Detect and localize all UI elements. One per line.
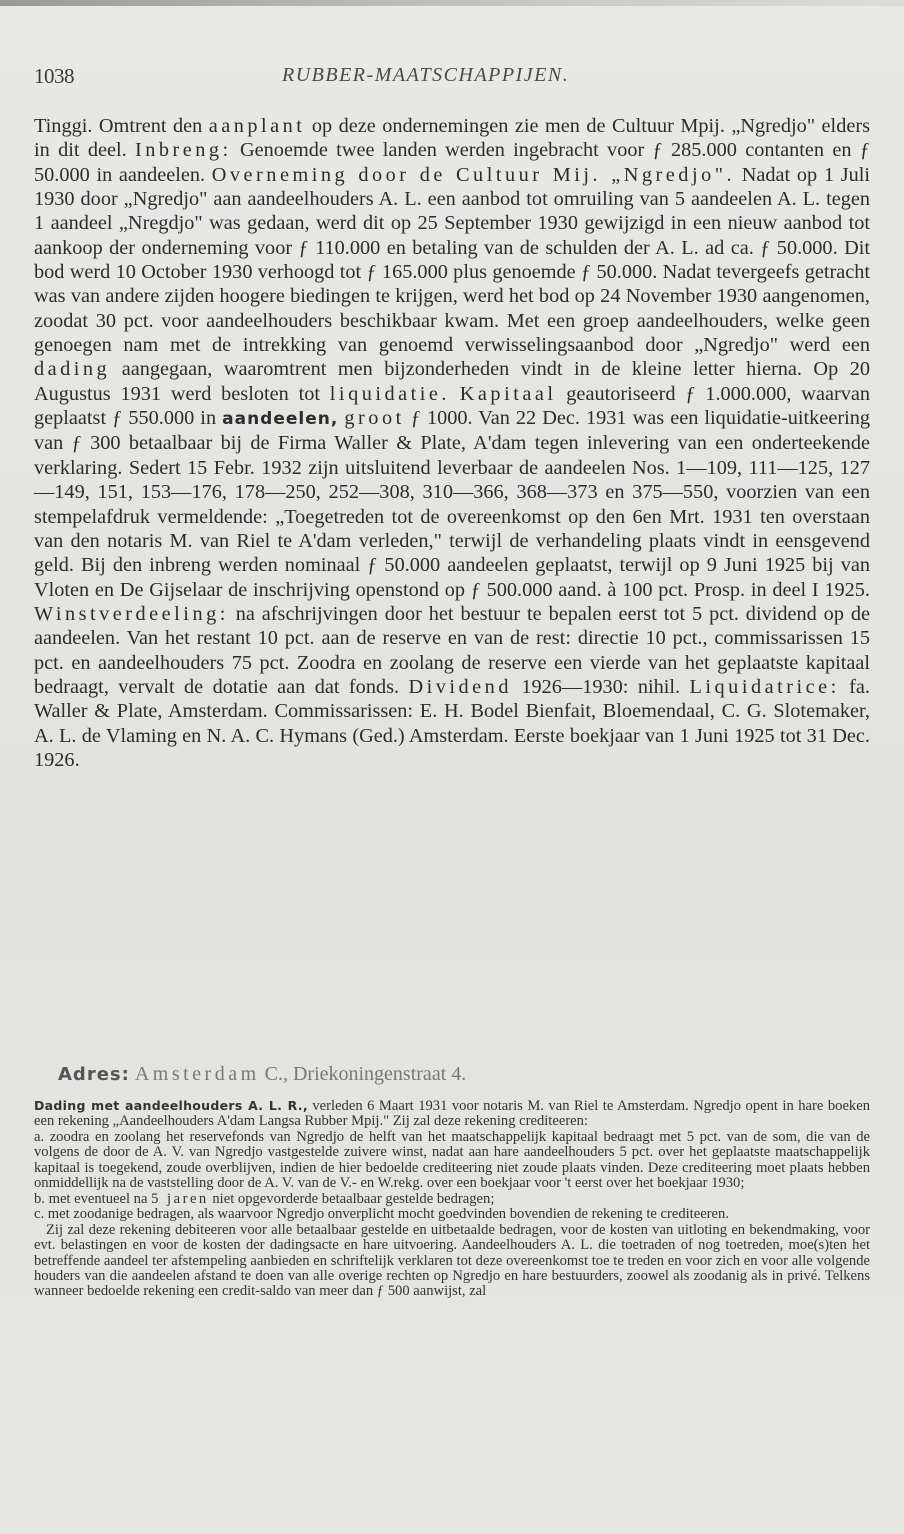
text-run: op deze ondernemingen zie men de Cultuur Mpij. „Ngredjo" elders in dit deel.: [34, 115, 870, 162]
text-run: geautoriseerd ƒ 1.000.000, waarvan geplaatst ƒ 550.000 in: [34, 382, 870, 430]
text-run: Zij zal deze rekening debiteeren voor alle betaalbaar gestelde en uitbetaalde bedragen, voor de kosten van uitloting en bekendmaking, voor evt. belastingen en voor de kosten der dadingsacte en hare uitvoering. Aandeelhouders A. L. die toetraden of nog toetreden, moe(s)ten het betreffende aandeel ter afstempeling aanbieden en schriftelijk verklaren tot deze overeenkomst toe te treden en voor zich en voor alle volgende houders van die aandeelen afstand te doen van alle overige rechten op Ngredjo en hare bestuurders, zoowel als zoodanig als in privé. Telkens wanneer bedoelde rekening een credit-saldo van meer dan ƒ 500 aanwijst, zal: [34, 1221, 870, 1300]
spaced-term-dading: dading: [34, 358, 111, 381]
spaced-term-winstverdeeling: Winstverdeeling:: [34, 602, 229, 625]
text-run: ƒ 1000. Van 22 Dec. 1931 was een liquidatie-uitkeering van ƒ 300 betaalbaar bij de Firma Waller & Plate, A'dam tegen inlevering van een onderteekende verklaring. Sedert 15 Febr. 1932 zijn uitsluitend leverbaar de aandeelen Nos. 1—109, 111—125, 127—149, 151, 153—176, 178—250, 252—308, 310—366, 368—373 en 375—550, voorzien van een stempelafdruk vermeldende: „Toegetreden tot de overeenkomst op den 6en Mrt. 1931 ten overstaan van den notaris M. van Riel te A'dam verleden," terwijl de verhandeling plaats vindt in eensgevend geld. Bij den inbreng werden nominaal ƒ 50.000 aandeelen geplaatst, terwijl op 9 Juni 1925 bij van Vloten en De Gijselaar de inschrijving openstond op ƒ 500.000 aand. à 100 pct. Prosp. in deel I 1925.: [34, 407, 870, 601]
main-text-block: [34, 114, 870, 772]
spaced-term-dividend: Dividend: [408, 675, 512, 698]
spaced-term-5-jaren: 5 jaren: [151, 1190, 209, 1207]
text-run: Nadat op 1 Juli 1930 door „Ngredjo" aan aandeelhouders A. L. een aanbod tot omruiling van 5 aandeelen A. L. tegen 1 aandeel „Nregdjo" was gedaan, werd dit op 25 September 1930 gewijzigd in een nieuw aanbod tot aankoop der onderneming voor ƒ 110.000 en betaling van de schulden der A. L. ad ca. ƒ 50.000. Dit bod werd 10 October 1930 verhoogd tot ƒ 165.000 plus genoemde ƒ 50.000. Nadat tevergeefs getracht was van andere zijden hoogere biedingen te krijgen, werd het bod op 24 November 1930 aangenomen, zoodat 30 pct. voor aandeelhouders beschikbaar kwam. Met een groep aandeelhouders, welke geen genoegen nam met de intrekking van genoemd verwisselingsaanbod door „Ngredjo" werd een: [34, 163, 870, 357]
text-run: na afschrijvingen door het bestuur te bepalen eerst tot 5 pct. dividend op de aandeelen. Van het restant 10 pct. aan de reserve en van de rest: directie 10 pct., commissarissen 15 pct. en aandeelhouders 75 pct. Zoodra en zoolang de reserve een vierde van het geplaatste kapitaal bedraagt, vervalt de dotatie aan dat fonds.: [34, 602, 870, 698]
text-run: [450, 383, 460, 405]
text-run: niet opgevorderde betaalbaar gestelde bedragen;: [208, 1190, 495, 1207]
spaced-term-overneming: Overneming door de Cultuur Mij. „Ngredjo".: [211, 163, 736, 186]
page-number: 1038: [34, 64, 74, 88]
spaced-term-inbreng: Inbreng:: [134, 139, 232, 162]
spaced-term-aanplant: aanplant: [208, 115, 306, 137]
fine-paragraph: [34, 1207, 870, 1222]
text-run: b. met eventueel na: [34, 1190, 152, 1207]
spaced-term-liquidatie: liquidatie.: [329, 382, 450, 405]
fine-paragraph: [34, 1098, 870, 1130]
address-line: [58, 1062, 858, 1087]
text-run: Genoemde twee landen werden ingebracht voor ƒ 285.000 contanten en ƒ 50.000 in aandeelen.: [34, 139, 870, 186]
fine-heading: Dading met aandeelhouders A. L. R.,: [34, 1098, 308, 1113]
text-run: 1926—1930: nihil.: [511, 675, 690, 698]
text-run: verleden 6 Maart 1931 voor notaris M. van Riel te Amsterdam. Ngredjo opent in hare boeken een rekening „Aandeelhouders A'dam Langsa Rubber Mpij." Zij zal deze rekening crediteeren:: [34, 1098, 870, 1130]
fine-paragraph: [34, 1223, 870, 1300]
spaced-term-liquidatrice: Liquidatrice:: [689, 675, 840, 698]
spaced-term-aandeelen: aandeelen,: [222, 409, 339, 430]
text-run: fa. Waller & Plate, Amsterdam. Commissarissen: E. H. Bodel Bienfait, Bloemendaal, C. G. Slotemaker, A. L. de Vlaming en N. A. C. Hymans (Ged.) Amsterdam. Eerste boekjaar van 1 Juni 1925 tot 31 Dec. 1926.: [34, 675, 871, 771]
address-label: Adres:: [58, 1064, 130, 1085]
spaced-term-groot: groot: [344, 407, 405, 430]
spaced-term-kapitaal: Kapitaal: [459, 382, 557, 405]
page-header: [34, 64, 870, 94]
text-run: Tinggi. Omtrent den: [34, 115, 209, 137]
address-city: Amsterdam: [134, 1063, 260, 1085]
top-edge-rule: [0, 0, 904, 6]
address-street: C., Driekoningenstraat 4.: [259, 1063, 467, 1085]
text-run: aangegaan, waaromtrent men bijzonderheden vindt in de kleine letter hierna. Op 20 Augustus 1931 werd besloten tot: [34, 358, 870, 405]
fine-paragraph: [34, 1130, 870, 1192]
text-run: a. zoodra en zoolang het reservefonds van Ngredjo de helft van het maatschappelijk kapitaal bedraagt met 5 pct. van de som, die van de volgens de door de A. V. van Ngredjo vastgestelde zuivere winst, nadat aan hare aandeelhouders 5 pct. over het geplaatste maatschappelijk kapitaal is toegekend, zoude overblijven, indien de hier bedoelde crediteering niet zoude plaats vinden. Deze crediteering moet plaats hebben onmiddellijk na de vaststelling door de A. V. van de V.- en W.rekg. over een boekjaar voor 't eerst over het boekjaar 1930;: [34, 1128, 870, 1192]
running-title: RUBBER-MAATSCHAPPIJEN.: [282, 64, 570, 86]
fine-print-block: [34, 1098, 870, 1300]
main-paragraph: [34, 114, 870, 772]
fine-paragraph: [34, 1192, 870, 1207]
text-run: c. met zoodanige bedragen, als waarvoor Ngredjo onverplicht mocht goedvinden bovendien de rekening te crediteeren.: [34, 1206, 729, 1223]
